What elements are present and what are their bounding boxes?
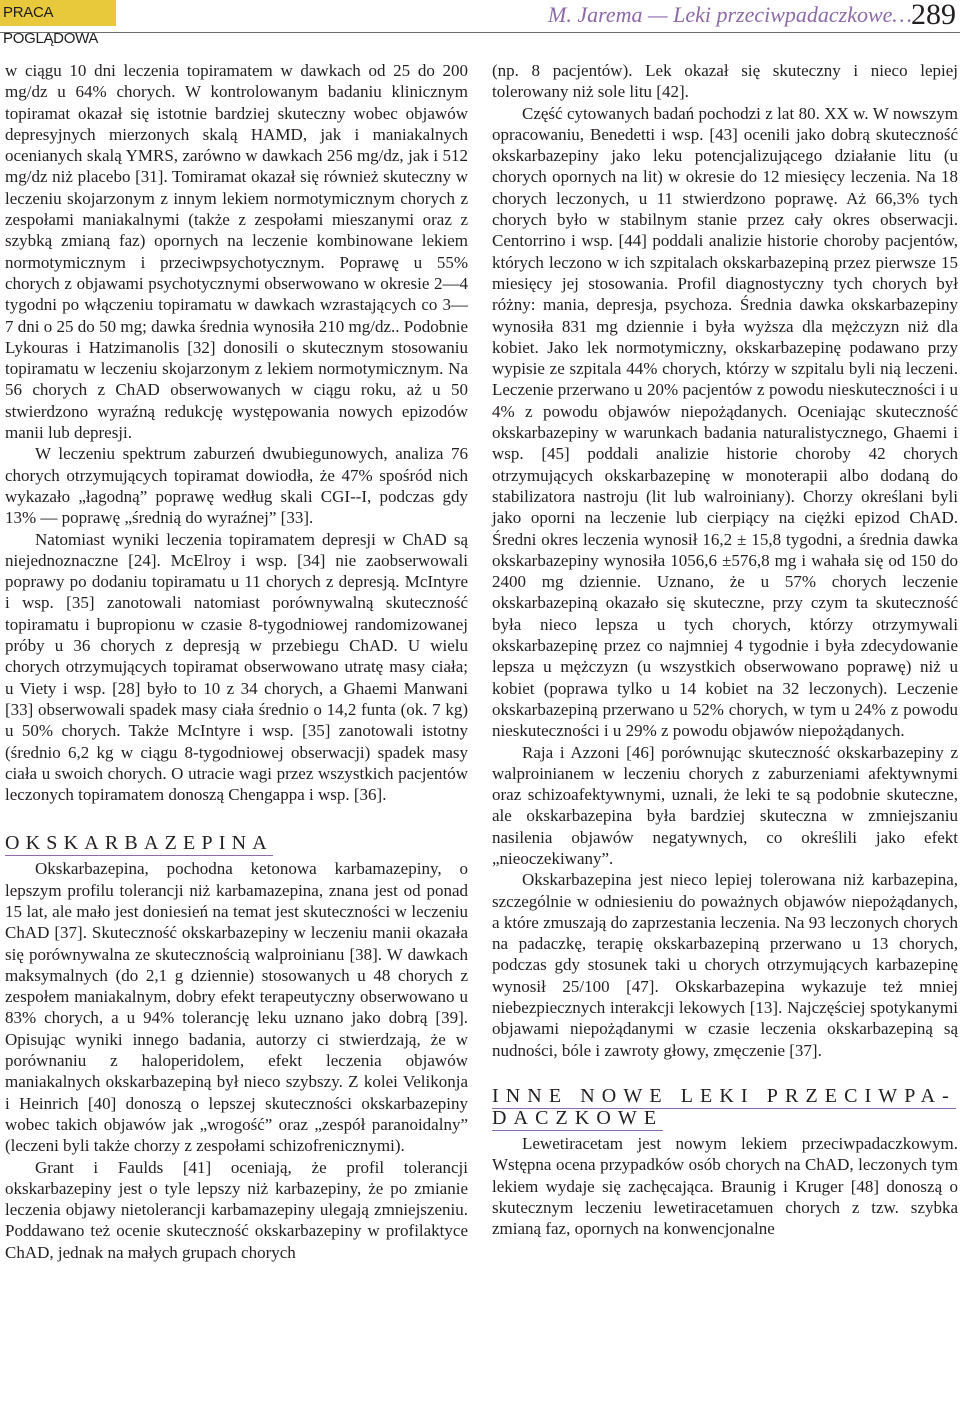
- page-number: 289: [911, 0, 956, 31]
- section-label: PRACA POGLĄDOWA: [0, 0, 116, 26]
- left-column: [5, 60, 468, 1263]
- right-column: [492, 60, 958, 1239]
- header-rule: [0, 32, 960, 33]
- running-title: M. Jarema — Leki przeciwpadaczkowe…: [548, 2, 912, 27]
- paragraph: Część cytowanych badań pochodzi z lat 80. XX w. W nowszym opracowaniu, Benedetti i wsp. [43] ocenili jako dobrą skuteczność okskarbazepiny jako leku potencjalizującego działanie litu (u chorych opornych na lit) w okresie do 12 miesięcy leczenia. Na 18 chorych leczonych, u 11 stwierdzono poprawę. Aż 66,3% tych chorych było w stabilnym stanie przez cały okres obserwacji. Centorrino i wsp. [44] poddali analizie historie choroby pacjentów, których leczono w ich szpitalach okskarbazepiną przez pierwsze 15 miesięcy jej stosowania. Profil diagnostyczny tych chorych był różny: mania, depresja, psychoza. Średnia dawka okskarbazepiny wynosiła 831 mg dziennie i była wyższa dla mężczyzn niż dla kobiet. Jako lek normotymiczny, okskarbazepinę podawano przy wypisie ze szpitala 44% chorych, którzy w szpitalu byli nią leczeni. Leczenie przerwano u 20% pacjentów z powodu nieskuteczności i u 4% z powodu objawów niepożądanych. Oceniając skuteczność okskarbazepiny w warunkach badania naturalistycznego, Ghaemi i wsp. [45] poddali analizie historie choroby 42 chorych otrzymujących okskarbazepinę w monoterapii albo dodaną do stabilizatora nastroju (lit lub walroiniany). Chorzy określani byli jako oporni na leczenie lub cierpiący na ciężki epizod ChAD. Średni okres leczenia wynosił 16,2 ± 15,8 tygodni, a średnia dawka okskarbazepiny wynosiła 1056,6 ±576,8 mg i wahała się od 150 do 2400 mg dziennie. Uznano, że u 57% chorych leczenie okskarbazepiną okazało się skuteczne, przy czym ta skuteczność była nieco lepsza u tych chorych, którzy otrzymywali okskarbazepinę przez co najmniej 4 tygodnie i była zdecydowanie lepsza u mężczyzn (u wszystkich obserwowano poprawę) niż u kobiet (poprawa tylko u 14 kobiet na 32 leczonych). Leczenie okskarbazepiną przerwano u 52% chorych, w tym u 24% z powodu nieskuteczności i u 29% z powodu objawów niepożądanych.: [492, 103, 958, 741]
- paragraph: Lewetiracetam jest nowym lekiem przeciwpadaczkowym. Wstępna ocena przypadków osób chorych na ChAD, leczonych tym lekiem wydaje się zachęcająca. Braunig i Kruger [48] donoszą o skutecznym leczeniu lewetiracetamuen chorych z tzw. szybka zmianą faz, opornych na konwencjonalne: [492, 1133, 958, 1239]
- paragraph: (np. 8 pacjentów). Lek okazał się skuteczny i nieco lepiej tolerowany niż sole litu [42].: [492, 61, 958, 102]
- running-head: [0, 0, 960, 47]
- paragraph: w ciągu 10 dni leczenia topiramatem w dawkach od 25 do 200 mg/dz u 64% chorych. W kontrolowanym badaniu klinicznym topiramat okazał się istotnie bardziej skuteczny wobec objawów depresyjnych mierzonych skalą HAMD, jak i maniakalnych ocenianych skalą YMRS, zarówno w dawkach 256 mg/dz, jak i 512 mg/dz niż placebo [31]. Tomiramat okazał się również skuteczny w leczeniu skojarzonym z innym lekiem normotymicznym chorych z zespołami maniakalnymi (także z zespołami mieszanymi oraz z szybką zmianą faz) opornych na leczenie kombinowane lekiem normotymicznym i przeciwpsychotycznym. Poprawę u 55% chorych z objawami psychotycznymi obserwowano w okresie 2—4 tygodni po włączeniu topiramatu w dawkach wzrastających co 3—7 dni o 25 do 50 mg; dawka średnia wynosiła 210 mg/dz.. Podobnie Lykouras i Hatzimanolis [32] donosili o skutecznym stosowaniu topiramatu w leczeniu skojarzonym z lekiem normotymicznym. Na 56 chorych z ChAD obserwowanych w ciągu roku, aż u 50 stwierdzono wyraźną redukcję występowania nowych epizodów manii lub depresji.: [5, 61, 468, 443]
- paragraph: Raja i Azzoni [46] porównując skuteczność okskarbazepiny z walproinianem w leczeniu chorych z zaburzeniami afektywnymi oraz schizoafektywnymi, uznali, że leki te są podobnie skuteczne, ale okskarbazepina była bardziej skuteczna w zmniejszaniu nasilenia objawów negatywnych, co określili jako efekt „nieoczekiwany”.: [492, 742, 958, 868]
- section-heading-okskarbazepina: [5, 832, 468, 854]
- paragraph: Grant i Faulds [41] oceniają, że profil tolerancji okskarbazepiny jest o tyle lepszy niż karbazepiny, że po zmianie leczenia objawy nietolerancji karbamazepiny ulegają zmniejszeniu. Poddawano też ocenie skuteczność okskarbazepiny w profilaktyce ChAD, jednak na małych grupach chorych: [5, 1157, 468, 1262]
- paragraph: W leczeniu spektrum zaburzeń dwubiegunowych, analiza 76 chorych otrzymujących topiramat dowiodła, że 47% spośród nich wykazało „łagodną” poprawę według skali CGI--I, podczas gdy 13% — poprawę „średnią do wyraźnej” [33].: [5, 444, 468, 528]
- paragraph: Okskarbazepina jest nieco lepiej tolerowana niż karbazepina, szczególnie w odniesieniu do poważnych objawów niepożądanych, a które zmuszają do zaprzestania leczenia. Na 93 leczonych chorych na padaczkę, terapię okskarbazepiną przerwano u 13 chorych, podczas gdy stosunek taki u chorych otrzymujących karbazepinę wynosił 25/100 [47]. Okskarbazepina wykazuje też mniej niebezpiecznych interakcji lekowych [13]. Najczęściej spotykanymi objawami niepożądanymi w czasie leczenia okskarbazepiną są nudności, bóle i zawroty głowy, zmęczenie [37].: [492, 870, 958, 1060]
- section-heading-text: INNE NOWE LEKI PRZECIWPA-DACZKOWE: [492, 1084, 956, 1129]
- section-heading-text: OKSKARBAZEPINA: [5, 832, 273, 855]
- section-heading-inne-nowe-leki: [492, 1085, 958, 1129]
- paragraph: Okskarbazepina, pochodna ketonowa karbamazepiny, o lepszym profilu tolerancji niż karbamazepina, znana jest od ponad 15 lat, ale mało jest doniesień na temat jest skuteczności w leczeniu ChAD [37]. Skuteczność okskarbazepiny w leczeniu manii okazała się porównywalna ze skutecznością walproinianu [38]. W dawkach maksymalnych (do 2,1 g dziennie) stosowanych u 48 chorych z zespołem maniakalnym, dobry efekt terapeutyczny obserwowano u 83% chorych, a u 94% tolerancję leku uznano jako dobrą [39]. Opisując wyniki innego badania, autorzy ci stwierdzają, że w porównaniu z haloperidolem, efekt leczenia objawów maniakalnych okskarbazepiną był nieco szybszy. Z kolei Velikonja i Heinrich [40] donoszą o lepszej skuteczności okskarbazepiny wobec takich objawów jak „wrogość” oraz „zespół paranoidalny” (leczeni byli także chorzy z zespołami schizofrenicznymi).: [5, 859, 468, 1156]
- paragraph: Natomiast wyniki leczenia topiramatem depresji w ChAD są niejednoznaczne [24]. McElroy i wsp. [34] nie zaobserwowali poprawy po dodaniu topiramatu u 11 chorych z depresją. McIntyre i wsp. [35] zanotowali natomiast porównywalną skuteczność topiramatu i bupropionu w czasie 8-tygodniowej randomizowanej próby u 36 chorych z depresją w przebiegu ChAD. U wielu chorych otrzymujących topiramat obserwowano utratę masy ciała; u Viety i wsp. [28] było to 10 z 34 chorych, a Ghaemi Manwani [33] obserwowali spadek masy ciała średnio o 14,2 funta (ok. 7 kg) u 50% chorych. Także McIntyre i wsp. [35] zanotowali istotny (średnio 6,2 kg w ciągu 8-tygodniowej obserwacji) spadek masy ciała u swoich chorych. O utracie wagi przez wszystkich pacjentów leczonych topiramatem donoszą Chengappa i wsp. [36].: [5, 529, 468, 805]
